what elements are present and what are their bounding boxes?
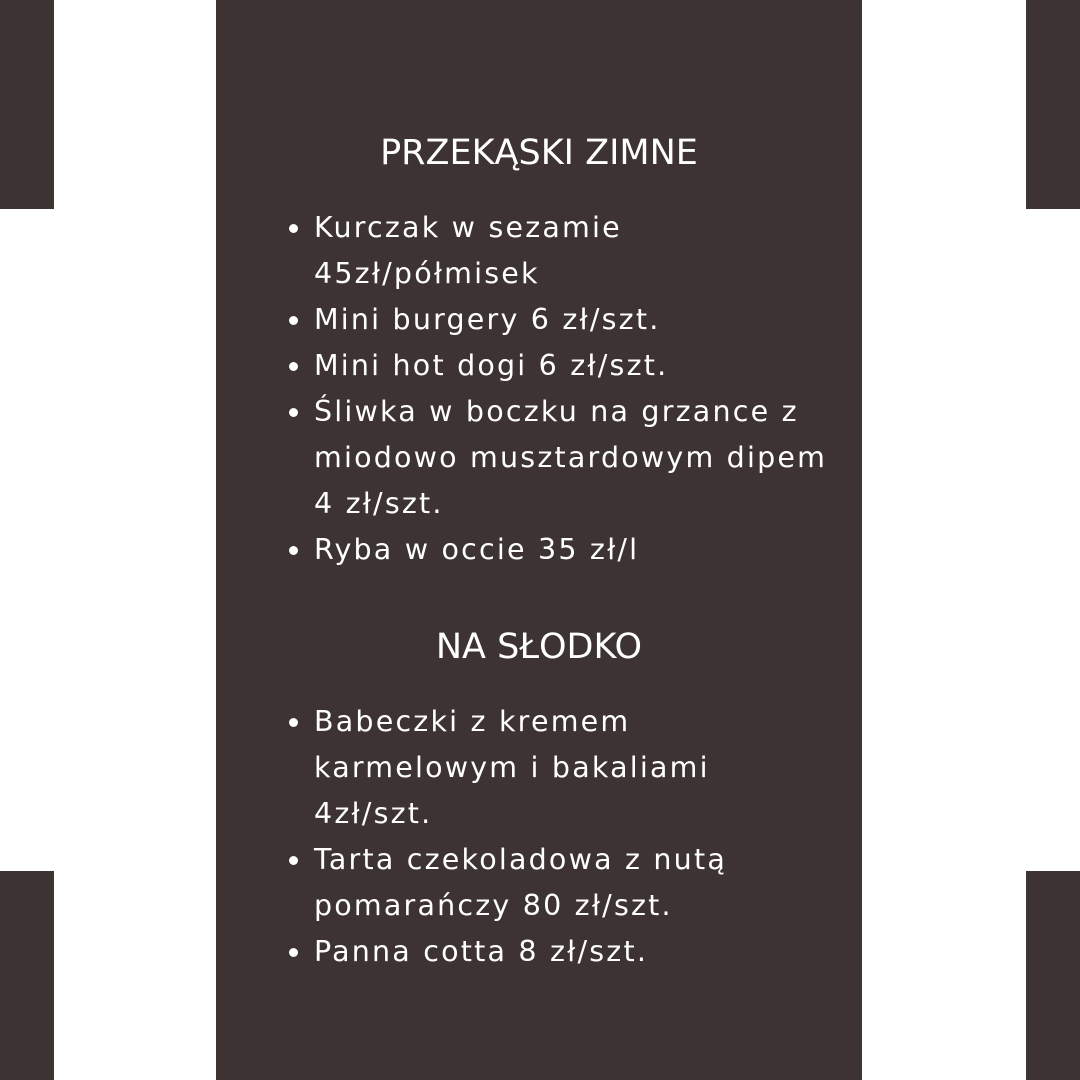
decor-block-top-right xyxy=(1026,0,1080,209)
list-item xyxy=(314,343,834,389)
list-item xyxy=(314,297,834,343)
menu-panel xyxy=(216,0,862,1080)
menu-item-text: Mini hot dogi 6 zł/szt. xyxy=(314,349,669,382)
bullet-icon xyxy=(289,546,298,555)
decor-block-top-left xyxy=(0,0,54,209)
menu-item-text: Tarta czekoladowa z nutą pomarańczy 80 zł/szt. xyxy=(314,843,727,922)
list-item xyxy=(314,205,834,297)
decor-block-bottom-left xyxy=(0,871,54,1080)
list-item xyxy=(314,527,834,573)
bullet-icon xyxy=(289,224,298,233)
menu-item-text: Ryba w occie 35 zł/l xyxy=(314,533,640,566)
section-title-cold-snacks: PRZEKĄSKI ZIMNE xyxy=(380,133,698,173)
menu-item-text: Mini burgery 6 zł/szt. xyxy=(314,303,661,336)
menu-item-text: Śliwka w boczku na grzance z miodowo musztardowym dipem 4 zł/szt. xyxy=(314,395,828,520)
list-item xyxy=(314,837,834,929)
bullet-icon xyxy=(289,856,298,865)
bullet-icon xyxy=(289,718,298,727)
menu-item-text: Babeczki z kremem karmelowym i bakaliami 4zł/szt. xyxy=(314,705,710,830)
menu-item-text: Panna cotta 8 zł/szt. xyxy=(314,935,649,968)
list-item xyxy=(314,929,834,975)
sweets-list xyxy=(314,699,834,975)
cold-snacks-list xyxy=(314,205,834,573)
bullet-icon xyxy=(289,408,298,417)
menu-item-text: Kurczak w sezamie 45zł/półmisek xyxy=(314,211,622,290)
list-item xyxy=(314,389,834,527)
section-title-sweets: NA SŁODKO xyxy=(435,627,643,667)
decor-block-bottom-right xyxy=(1026,871,1080,1080)
bullet-icon xyxy=(289,362,298,371)
bullet-icon xyxy=(289,948,298,957)
list-item xyxy=(314,699,834,837)
bullet-icon xyxy=(289,316,298,325)
